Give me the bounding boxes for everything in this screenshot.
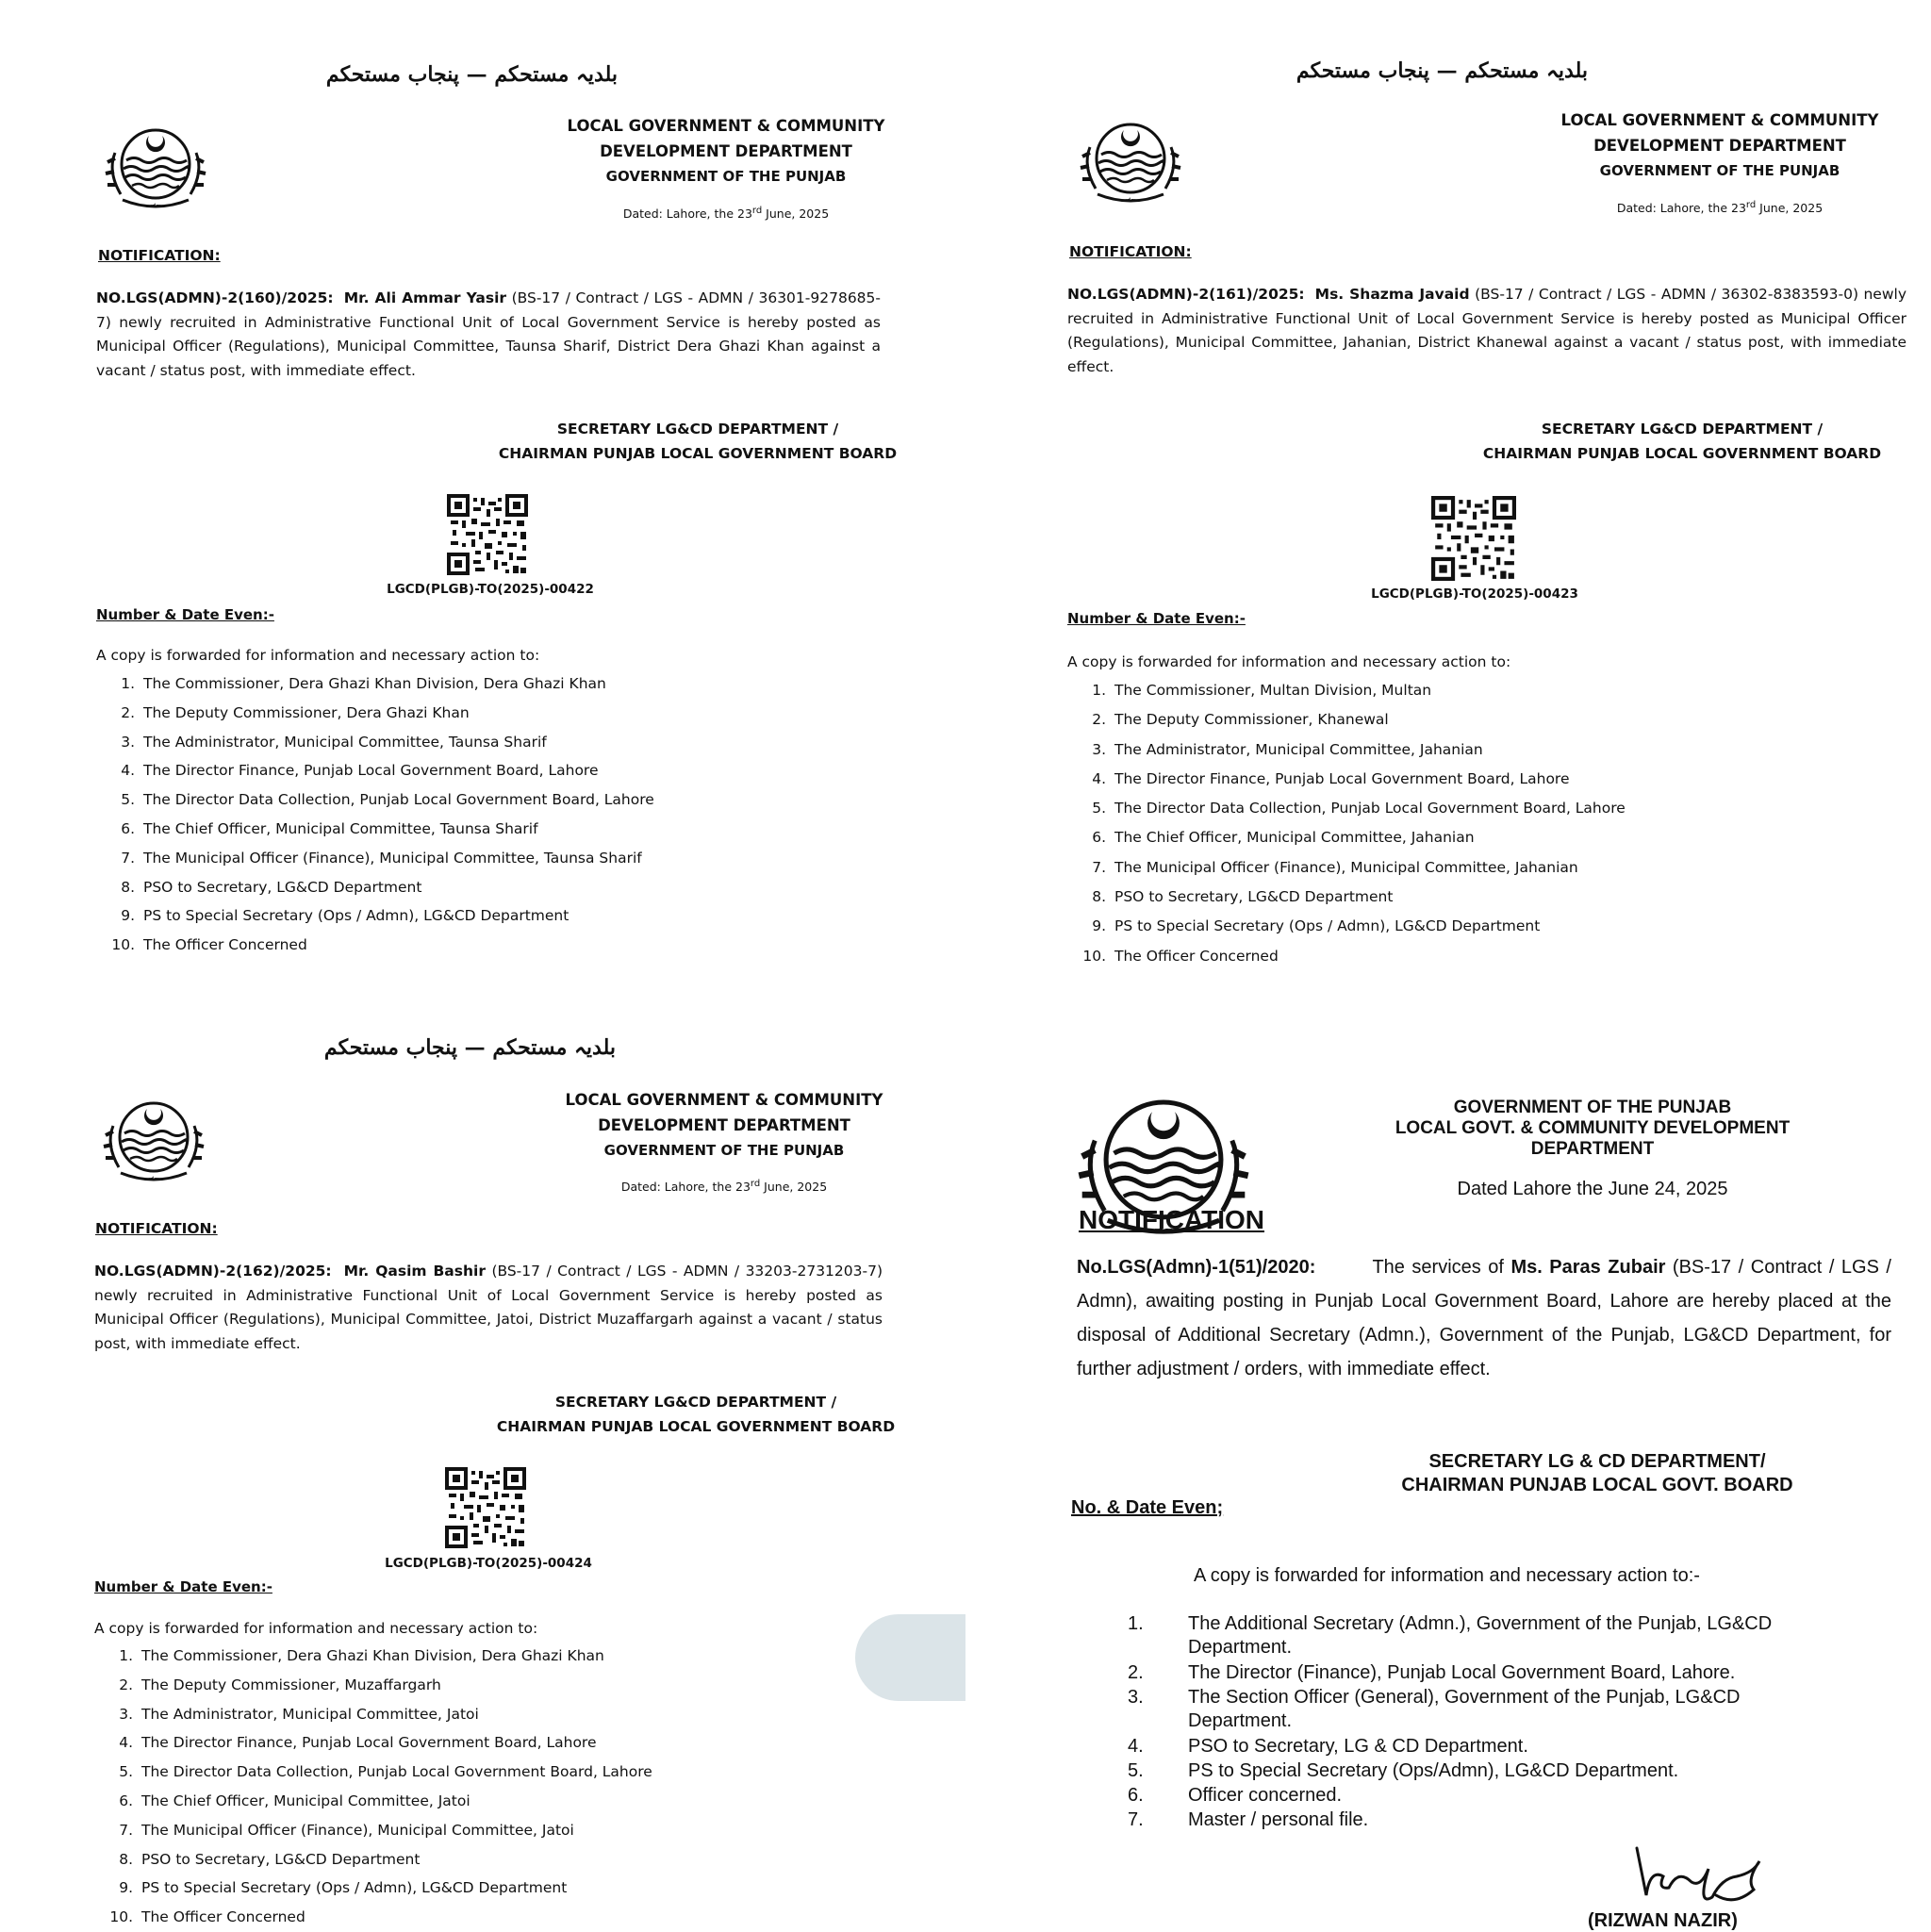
notification-heading: NOTIFICATION: [1069,243,1192,260]
list-item: 9. PS to Special Secretary (Ops / Admn), LG&CD Department [1111,912,1922,941]
officer-name: Ms. Paras Zubair [1510,1257,1666,1278]
qr-code-icon [1431,496,1516,581]
qr-code-label: LGCD(PLGB)-TO(2025)-00424 [385,1556,592,1571]
signatory-block: SECRETARY LG&CD DEPARTMENT / CHAIRMAN PUNJAB LOCAL GOVERNMENT BOARD [1482,421,1882,462]
qr-code-icon [445,1467,526,1548]
urdu-tagline: بلدیہ مستحکم — پنجاب مستحکم [325,62,618,87]
dept-line-3: GOVERNMENT OF THE PUNJAB [603,1142,845,1159]
dept-line-1: GOVERNMENT OF THE PUNJAB [1453,1098,1732,1117]
forward-text: A copy is forwarded for information and necessary action to: [96,647,540,664]
dept-line-1: LOCAL GOVERNMENT & COMMUNITY [567,117,885,135]
scan-artifact [855,1614,966,1701]
forward-text: A copy is forwarded for information and necessary action to: [94,1620,538,1637]
posting-details: (BS-17 / Contract / LGS - ADMN / 36301-9278685-7) newly recruited in Administrative Functional Unit of Local Government Service is hereby posted as Municipal Officer (Regulations), Municipal Committee, Taunsa Sharif, District Dera Ghazi Khan against a vacant / status post, with immediate effect. [96,289,881,379]
officer-name: Ms. Shazma Javaid [1314,286,1470,303]
list-item: 3. The Administrator, Municipal Committee, Jahanian [1111,735,1922,765]
forward-text: A copy is forwarded for information and necessary action to: [1067,653,1511,670]
qr-code-icon [447,494,528,575]
reference-number: NO.LGS(ADMN)-2(162)/2025: [94,1263,332,1280]
number-date-even: Number & Date Even:- [96,606,274,623]
list-item: 7. The Municipal Officer (Finance), Municipal Committee, Jatoi [138,1816,892,1845]
urdu-tagline: بلدیہ مستحکم — پنجاب مستحکم [323,1035,616,1060]
list-item: 8. PSO to Secretary, LG&CD Department [1111,883,1922,912]
list-item: 3. The Administrator, Municipal Committee, Taunsa Sharif [140,728,894,757]
list-item: 10. The Officer Concerned [1111,942,1922,971]
copy-list [94,669,894,960]
dept-line-2: LOCAL GOVT. & COMMUNITY DEVELOPMENT [1395,1118,1791,1138]
posting-details: (BS-17 / Contract / LGS / Admn), awaiting posting in Punjab Local Government Board, Lahore are hereby placed at the disposal of Additional Secretary (Admn.), Government of the Punjab, LG&CD Department, for further adjustment / orders, with immediate effect. [1077,1257,1891,1379]
signature-icon [1626,1829,1805,1914]
dated-line: Dated: Lahore, the 23rd June, 2025 [622,206,830,222]
list-item: 4. The Director Finance, Punjab Local Government Board, Lahore [138,1728,892,1758]
list-item: 6. The Chief Officer, Municipal Committee, Taunsa Sharif [140,815,894,844]
punjab-emblem-icon [1069,109,1192,213]
notification-body [94,1260,883,1356]
list-item: 4. The Director Finance, Punjab Local Government Board, Lahore [1111,765,1922,794]
urdu-tagline: بلدیہ مستحکم — پنجاب مستحکم [1296,58,1588,83]
list-item: 1. The Commissioner, Multan Division, Multan [1111,676,1922,705]
dept-line-1: LOCAL GOVERNMENT & COMMUNITY [1560,111,1879,129]
posting-details: (BS-17 / Contract / LGS - ADMN / 33203-2731203-7) newly recruited in Administrative Functional Unit of Local Government Service is hereby posted as Municipal Officer (Regulations), Municipal Committee, Jatoi, District Muzaffargarh against a vacant / status post, with immediate effect. [94,1263,883,1352]
department-header [547,113,905,190]
department-header [1541,107,1899,184]
list-item: 2. The Deputy Commissioner, Muzaffargarh [138,1671,892,1700]
notification-heading: NOTIFICATION [1079,1205,1265,1234]
number-date-even: Number & Date Even:- [1067,610,1246,627]
list-item: 9. PS to Special Secretary (Ops / Admn), LG&CD Department [140,901,894,931]
list-item: 9. PS to Special Secretary (Ops / Admn), LG&CD Department [138,1874,892,1903]
notification-document-3 [0,999,966,1931]
notification-body [96,287,881,383]
list-item: 6. The Chief Officer, Municipal Committee, Jatoi [138,1787,892,1816]
list-item: 5. The Director Data Collection, Punjab Local Government Board, Lahore [1111,794,1922,823]
notification-document-1 [0,0,966,999]
signatory-name: (RIZWAN NAZIR) [1588,1910,1738,1931]
list-item: 7. The Municipal Officer (Finance), Municipal Committee, Taunsa Sharif [140,844,894,873]
signatory-block: SECRETARY LG & CD DEPARTMENT/ CHAIRMAN PUNJAB LOCAL GOVT. BOARD [1401,1451,1793,1495]
signatory-block: SECRETARY LG&CD DEPARTMENT / CHAIRMAN PUNJAB LOCAL GOVERNMENT BOARD [496,1394,896,1435]
dept-line-2: DEVELOPMENT DEPARTMENT [600,142,852,160]
list-item: 10. The Officer Concerned [140,931,894,960]
dept-line-2: DEVELOPMENT DEPARTMENT [1593,137,1846,155]
list-item: 2. The Deputy Commissioner, Khanewal [1111,705,1922,735]
notification-body: No.LGS(Admn)-1(51)/2020: The services of Ms. Paras Zubair (BS-17 / Contract / LGS / Admn), awaiting posting in Punjab Local Government Board, Lahore are hereby placed at the disposal of Additional Secretary (Admn.), Government of the Punjab, LG&CD Department, for further adjustment / orders, with immediate effect. [1077,1257,1891,1379]
list-item: 5. The Director Data Collection, Punjab Local Government Board, Lahore [140,785,894,815]
list-item: 5. The Director Data Collection, Punjab Local Government Board, Lahore [138,1758,892,1787]
copy-list [1065,676,1922,971]
posting-details: (BS-17 / Contract / LGS - ADMN / 36302-8383593-0) newly recruited in Administrative Functional Unit of Local Government Service is hereby posted as Municipal Officer (Regulations), Municipal Committee, Jahanian, District Khanewal against a vacant / status post, with immediate effect. [1067,286,1907,375]
qr-code-label: LGCD(PLGB)-TO(2025)-00422 [387,582,594,597]
punjab-emblem-icon [94,115,217,219]
list-item: 1. The Commissioner, Dera Ghazi Khan Division, Dera Ghazi Khan [140,669,894,699]
dept-line-3: GOVERNMENT OF THE PUNJAB [1599,162,1840,179]
notification-heading: NOTIFICATION: [95,1220,218,1237]
number-date-even: No. & Date Even; [1071,1497,1224,1518]
list-item: 8. PSO to Secretary, LG&CD Department [138,1845,892,1874]
qr-code-label: LGCD(PLGB)-TO(2025)-00423 [1371,586,1578,602]
dept-line-3: DEPARTMENT [1530,1139,1655,1159]
officer-name: Mr. Ali Ammar Yasir [343,289,507,306]
notification-heading: NOTIFICATION: [98,247,221,264]
list-item: 6. The Chief Officer, Municipal Committee, Jahanian [1111,823,1922,852]
department-header [1380,1098,1805,1160]
forward-text: A copy is forwarded for information and necessary action to:- [1194,1565,1700,1586]
dept-line-3: GOVERNMENT OF THE PUNJAB [605,168,847,185]
reference-number: No.LGS(Admn)-1(51)/2020: [1077,1257,1316,1278]
reference-number: NO.LGS(ADMN)-2(160)/2025: [96,289,334,306]
copy-list: 1. The Additional Secretary (Admn.), Government of the Punjab, LG&CD Department. 2. The Director (Finance), Punjab Local Government Board, Lahore. 3. The Section Officer (General), Government of the Punjab, LG&CD Department. 4. PSO to Secretary, LG & CD Department. 5. PS to Special Secretary (Ops/Admn), LG&CD Department. 6. Officer concerned. 7. Master / personal file. [1128,1613,1773,1830]
dated-line: Dated Lahore the June 24, 2025 [1457,1179,1728,1199]
notification-document-4 [966,999,1931,1931]
reference-number: NO.LGS(ADMN)-2(161)/2025: [1067,286,1305,303]
list-item: 3. The Administrator, Municipal Committee, Jatoi [138,1700,892,1729]
copy-list [92,1642,892,1932]
list-item: 10. The Officer Concerned [138,1903,892,1932]
dated-line: Dated: Lahore, the 23rd June, 2025 [1616,200,1824,216]
punjab-emblem-icon [92,1088,215,1192]
department-header [545,1087,903,1164]
list-item: 4. The Director Finance, Punjab Local Government Board, Lahore [140,756,894,785]
list-item: 7. The Municipal Officer (Finance), Municipal Committee, Jahanian [1111,853,1922,883]
notification-document-2 [966,0,1931,999]
list-item: 1. The Commissioner, Dera Ghazi Khan Division, Dera Ghazi Khan [138,1642,892,1671]
list-item: 2. The Deputy Commissioner, Dera Ghazi Khan [140,699,894,728]
officer-name: Mr. Qasim Bashir [343,1263,486,1280]
notification-body [1067,283,1906,379]
number-date-even: Number & Date Even:- [94,1578,272,1595]
dept-line-2: DEVELOPMENT DEPARTMENT [598,1116,850,1134]
signatory-block: SECRETARY LG&CD DEPARTMENT / CHAIRMAN PUNJAB LOCAL GOVERNMENT BOARD [498,421,898,462]
list-item: 8. PSO to Secretary, LG&CD Department [140,873,894,902]
dept-line-1: LOCAL GOVERNMENT & COMMUNITY [565,1091,883,1109]
dated-line: Dated: Lahore, the 23rd June, 2025 [620,1179,828,1195]
